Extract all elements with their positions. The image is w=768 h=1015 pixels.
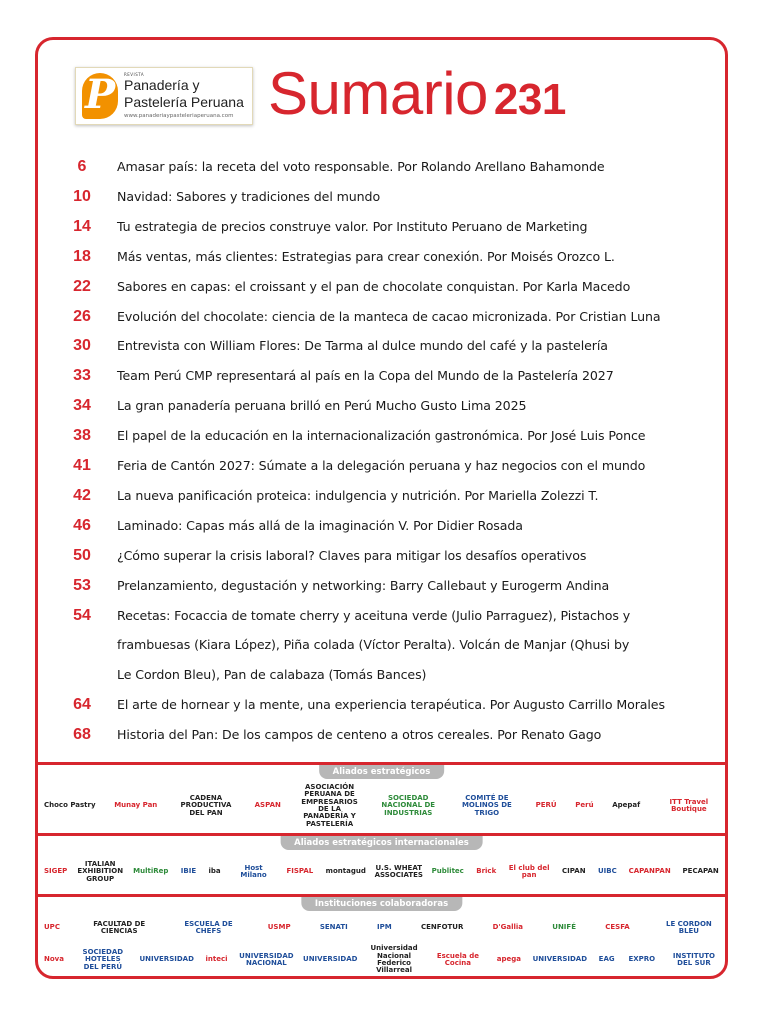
toc-page-number: 42 xyxy=(73,486,91,504)
partner-logo: ASPAN xyxy=(254,801,281,810)
partner-logo: USMP xyxy=(267,923,291,932)
toc-entry xyxy=(38,152,725,182)
issue-number: 231 xyxy=(493,75,566,124)
logo-url: www.panaderiaypasteleriaperuana.com xyxy=(124,113,234,119)
toc-entry xyxy=(38,630,725,660)
toc-entry xyxy=(38,212,725,242)
partner-logo: COMITÉ DE MOLINOS DE TRIGO xyxy=(461,793,512,817)
toc-entry xyxy=(38,451,725,481)
toc-title: Feria de Cantón 2027: Súmate a la delegación peruana y haz negocios con el mundo xyxy=(117,458,646,473)
toc-page-number: 10 xyxy=(73,187,91,205)
partner-logo: Universidad Nacional Federico Villarreal xyxy=(370,944,418,975)
toc-page-number: 26 xyxy=(73,307,91,325)
partner-logo: SIGEP xyxy=(44,867,68,876)
partner-logo: UPC xyxy=(44,923,60,932)
toc-entry xyxy=(38,541,725,571)
partner-logo: UNIVERSIDAD xyxy=(303,955,358,964)
toc-title: El arte de hornear y la mente, una experiencia terapéutica. Por Augusto Carrillo Morales xyxy=(117,697,665,713)
toc-title: Amasar país: la receta del voto responsable. Por Rolando Arellano Bahamonde xyxy=(117,159,605,174)
toc-title: Prelanzamiento, degustación y networking: Barry Callebaut y Eurogerm Andina xyxy=(117,577,610,593)
toc-page-number: 46 xyxy=(73,516,91,534)
toc-title: ¿Cómo superar la crisis laboral? Claves para mitigar los desafíos operativos xyxy=(117,547,587,563)
toc-entry xyxy=(38,660,725,690)
partner-logo: Nova xyxy=(44,955,64,964)
partner-logo: ITT Travel Boutique xyxy=(669,797,709,813)
partner-logo: ESCUELA DE CHEFS xyxy=(184,919,233,935)
international-allies-title: Aliados estratégicos internacionales xyxy=(280,836,483,850)
toc-title: Navidad: Sabores y tradiciones del mundo xyxy=(117,188,381,204)
partner-logo: D'Gallia xyxy=(492,923,523,932)
toc-page-number: 53 xyxy=(73,576,91,594)
toc-page-number: 6 xyxy=(77,158,87,175)
toc-title: Le Cordon Bleu), Pan de calabaza (Tomás Bances) xyxy=(117,667,427,683)
collaborators-logos-row-2 xyxy=(44,945,719,975)
international-allies-band xyxy=(38,836,725,894)
toc-entry xyxy=(38,361,725,391)
toc-entry xyxy=(38,302,725,332)
toc-entry xyxy=(38,511,725,541)
toc-page-number: 34 xyxy=(73,397,91,415)
partner-logo: Apepaf xyxy=(612,801,641,810)
toc-entry xyxy=(38,182,725,212)
partner-logo: EAG xyxy=(598,955,615,964)
partner-logo: Publitec xyxy=(431,867,464,876)
logo-p-mark: P xyxy=(82,73,118,119)
partner-logo: IBIE xyxy=(180,867,197,876)
partner-logo: SOCIEDAD NACIONAL DE INDUSTRIAS xyxy=(381,793,436,817)
partner-logo: inteci xyxy=(205,955,228,964)
partner-logo: UNIFÉ xyxy=(552,923,576,932)
partner-logo: EXPRO xyxy=(628,955,656,964)
toc-entry xyxy=(38,242,725,272)
toc-entry xyxy=(38,720,725,750)
toc-page-number: 30 xyxy=(73,337,91,355)
toc-page-number: 33 xyxy=(73,367,91,385)
logo-small-label: REVISTA xyxy=(124,72,145,77)
partner-logo: Escuela de Cocina xyxy=(436,951,479,967)
strategic-allies-title: Aliados estratégicos xyxy=(319,765,445,779)
partner-logo: SENATI xyxy=(319,923,348,932)
strategic-allies-logos xyxy=(44,781,719,831)
toc-title: frambuesas (Kiara López), Piña colada (Víctor Peralta). Volcán de Manjar (Qhusi by xyxy=(117,637,630,653)
toc-entry xyxy=(38,481,725,511)
partner-logo: LE CORDON BLEU xyxy=(665,919,712,935)
partner-logo: CESFA xyxy=(605,923,630,932)
toc-title: El papel de la educación en la internacionalización gastronómica. Por José Luis Ponce xyxy=(117,428,646,444)
partner-logo: CADENA PRODUCTIVA DEL PAN xyxy=(180,793,232,817)
page-frame xyxy=(35,37,728,979)
toc-title: Team Perú CMP representará al país en la Copa del Mundo de la Pastelería 2027 xyxy=(117,368,614,384)
collaborators-title: Instituciones colaboradoras xyxy=(301,897,462,911)
logo-line-2: Pastelería Peruana xyxy=(124,94,244,110)
toc-page-number: 22 xyxy=(73,277,91,295)
page-title xyxy=(268,54,566,140)
toc-page-number: 18 xyxy=(73,247,91,265)
partner-logo: UNIVERSIDAD xyxy=(532,955,588,964)
magazine-logo xyxy=(75,67,253,125)
partner-logo: apega xyxy=(496,955,521,964)
toc-entry xyxy=(38,690,725,720)
toc-title: La nueva panificación proteica: indulgencia y nutrición. Por Mariella Zolezzi T. xyxy=(117,487,599,503)
toc-title: Tu estrategia de precios construye valor. Por Instituto Peruano de Marketing xyxy=(117,218,588,234)
toc-page-number: 68 xyxy=(73,726,91,744)
toc-page-number: 54 xyxy=(73,606,91,624)
collaborators-band xyxy=(38,897,725,979)
toc-title: Laminado: Capas más allá de la imaginación V. Por Didier Rosada xyxy=(117,517,523,533)
partner-logo: FACULTAD DE CIENCIAS xyxy=(93,919,146,935)
toc-title: Entrevista con William Flores: De Tarma al dulce mundo del café y la pastelería xyxy=(117,338,608,354)
partner-logo: montagud xyxy=(325,867,366,876)
toc-title: La gran panadería peruana brilló en Perú Mucho Gusto Lima 2025 xyxy=(117,398,527,414)
toc-entry xyxy=(38,571,725,601)
partner-logo: Choco Pastry xyxy=(44,801,96,810)
partner-logo: INSTITUTO DEL SUR xyxy=(672,951,715,967)
collaborators-logos-row-1 xyxy=(44,913,719,943)
toc-page-number: 50 xyxy=(73,546,91,564)
toc-title: Sabores en capas: el croissant y el pan de chocolate conquistan. Por Karla Macedo xyxy=(117,278,631,294)
partner-logo: PERÚ xyxy=(535,801,557,810)
toc-title: Historia del Pan: De los campos de centeno a otros cereales. Por Renato Gago xyxy=(117,727,602,743)
toc-page-number: 41 xyxy=(73,457,91,474)
partner-logo: Perú xyxy=(575,801,594,810)
partner-logo: PECAPAN xyxy=(682,867,719,876)
partner-logo: IPM xyxy=(377,923,392,932)
international-allies-logos xyxy=(44,852,719,892)
partner-logo: UNIVERSIDAD NACIONAL xyxy=(239,951,294,967)
toc-title: Más ventas, más clientes: Estrategias para crear conexión. Por Moisés Orozco L. xyxy=(117,248,615,264)
partner-logo: CAPANPAN xyxy=(628,867,671,876)
partner-logo: UIBC xyxy=(597,867,617,876)
toc-title: Recetas: Focaccia de tomate cherry y aceituna verde (Julio Parraguez), Pistachos y xyxy=(117,607,631,623)
toc-entry xyxy=(38,391,725,421)
toc-entry xyxy=(38,272,725,302)
toc-title: Evolución del chocolate: ciencia de la manteca de cacao micronizada. Por Cristian Luna xyxy=(117,308,661,324)
title-text: Sumario xyxy=(268,60,488,127)
partner-logo: U.S. WHEAT ASSOCIATES xyxy=(374,863,423,879)
toc-entry xyxy=(38,331,725,361)
toc-entry xyxy=(38,601,725,631)
partner-logo: ITALIAN EXHIBITION GROUP xyxy=(77,859,124,883)
toc-page-number: 38 xyxy=(73,427,91,445)
toc-page-number: 64 xyxy=(73,696,91,714)
partner-logo: iba xyxy=(208,867,221,876)
logo-line-1: Panadería y xyxy=(124,77,200,93)
partner-logo: Host Milano xyxy=(240,863,267,879)
partner-logo: CENFOTUR xyxy=(421,923,464,932)
partner-logo: Brick xyxy=(476,867,497,876)
toc-page-number: 14 xyxy=(73,217,91,235)
partner-logo: FISPAL xyxy=(286,867,314,876)
toc-entry xyxy=(38,421,725,451)
partner-logo: UNIVERSIDAD xyxy=(139,955,194,964)
partner-logo: ASOCIACIÓN PERUANA DE EMPRESARIOS DE LA PANADERÍA Y PASTELERÍA xyxy=(301,782,358,828)
partner-logo: MultiRep xyxy=(133,867,169,876)
partner-logo: SOCIEDAD HOTELES DEL PERÚ xyxy=(82,947,124,971)
partner-logo: Munay Pan xyxy=(114,801,158,810)
strategic-allies-band xyxy=(38,765,725,833)
partner-logo: CIPAN xyxy=(562,867,586,876)
partner-logo: El club del pan xyxy=(508,863,550,879)
